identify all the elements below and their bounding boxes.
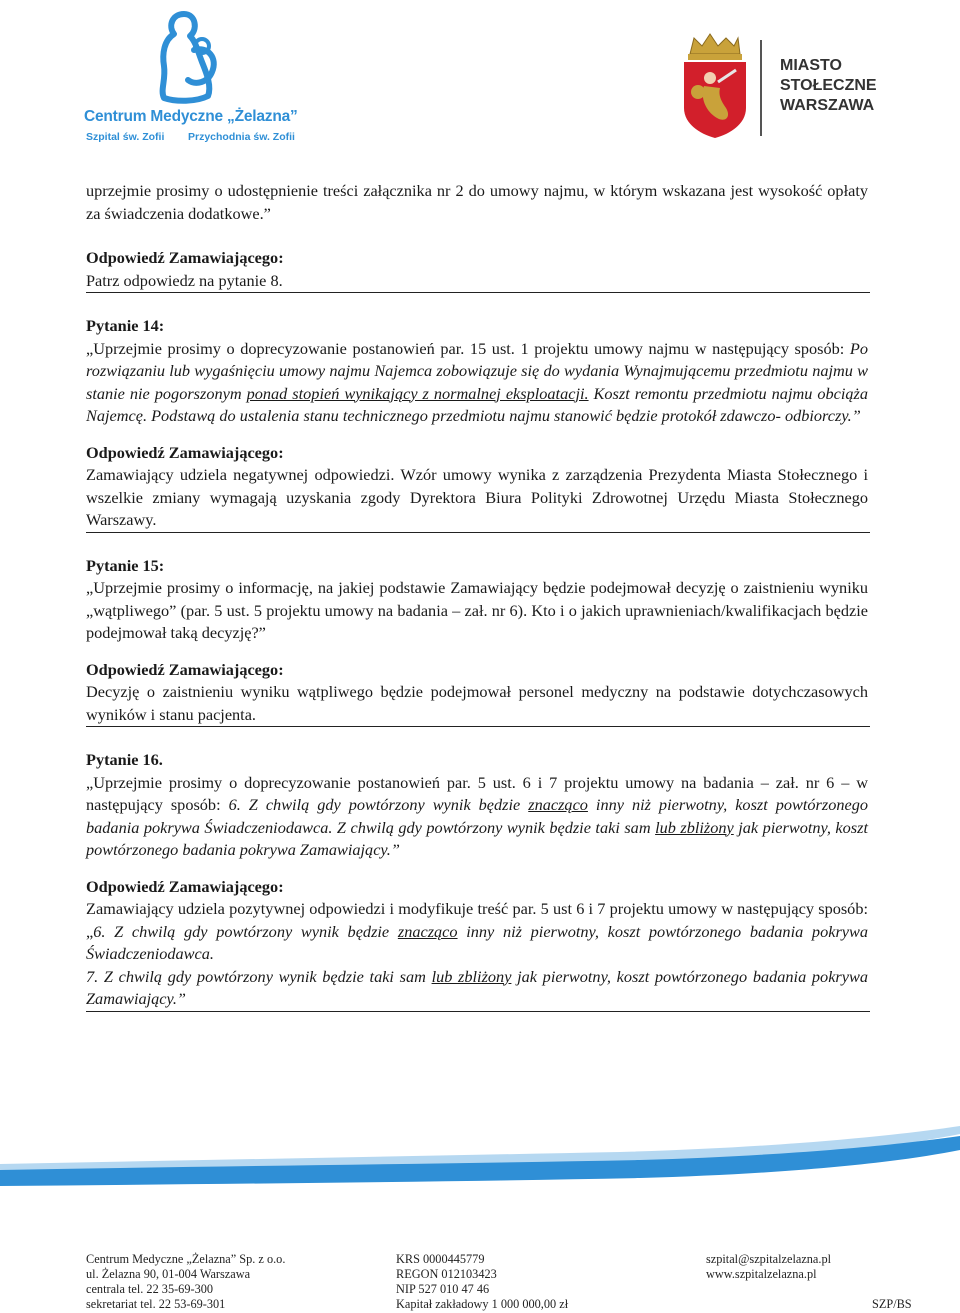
city-name bbox=[780, 56, 877, 116]
a16-underlined-1: znacząco bbox=[397, 921, 458, 941]
city-line-1: MIASTO bbox=[780, 57, 842, 74]
answer-16-point-7 bbox=[86, 966, 868, 1011]
question-16-text bbox=[86, 772, 868, 862]
document-code: SZP/BS bbox=[872, 1297, 912, 1311]
a16-italic-2: inny niż pierwotny, koszt powtórzonego badania pokrywa Świadczeniodawca. bbox=[86, 921, 869, 963]
centrum-medyczne-logo bbox=[84, 6, 304, 141]
city-line-3: WARSZAWA bbox=[780, 97, 875, 114]
city-line-2: STOŁECZNE bbox=[780, 77, 877, 94]
q16-italic-1: 6. Z chwilą gdy powtórzony wynik będzie bbox=[228, 795, 529, 814]
q16-italic-3: jak pierwotny, koszt powtórzonego badania pokrywa Zamawiający.” bbox=[86, 817, 868, 859]
question-14-text bbox=[86, 338, 868, 428]
logo-name: Centrum Medyczne „Żelazna” bbox=[84, 108, 298, 125]
answer-15-text: Decyzję o zaistnieniu wyniku wątpliwego będzie podejmował personel medyczny na podstawie dotychczasowych wyników i stanu pacjenta. bbox=[86, 682, 868, 724]
footer-website-link[interactable]: www.szpitalzelazna.pl bbox=[706, 1267, 817, 1281]
question-16-heading: Pytanie 16. bbox=[86, 750, 163, 769]
footer-phone-line: centrala tel. 22 35-69-300 bbox=[86, 1282, 214, 1296]
answer-13-heading: Odpowiedź Zamawiającego: bbox=[86, 248, 284, 267]
answer-13-text: Patrz odpowiedz na pytanie 8. bbox=[86, 270, 283, 290]
warsaw-city-logo bbox=[680, 32, 880, 142]
intro-paragraph: uprzejmie prosimy o udostępnienie treści załącznika nr 2 do umowy najmu, w którym wskazana jest wysokość opłaty za świadczenia dodatkowe.” bbox=[86, 181, 868, 223]
question-15-heading: Pytanie 15: bbox=[86, 555, 165, 575]
q14-italic-1: Po rozwiązaniu lub wygaśnięciu umowy najmu Najemca zobowiązuje się do wydania Wynajmującemu przedmiotu najmu w stanie nie pogorszonym bbox=[86, 338, 868, 403]
answer-14-text: Zamawiający udziela negatywnej odpowiedzi. Wzór umowy wynika z zarządzenia Prezydenta Miasta Stołecznego i wszelkie zmiany wymagają uzyskania zgody Dyrektora Biura Polityki Zdrowotnej Urzędu Miasta Stołecznego Warszawy. bbox=[86, 465, 868, 529]
logo-subtitle-szpital: Szpital św. Zofii bbox=[86, 131, 165, 143]
footer-secretariat-line: sekretariat tel. 22 53-69-301 bbox=[86, 1297, 226, 1311]
footer-company-info bbox=[86, 1252, 285, 1312]
footer-capital: Kapitał zakładowy 1 000 000,00 zł bbox=[396, 1297, 569, 1311]
q16-italic-2: inny niż pierwotny, koszt powtórzonego badania pokrywa Świadczeniodawca. Z chwilą gdy powtórzony wynik będzie taki sam bbox=[86, 795, 869, 837]
footer-company-line: Centrum Medyczne „Żelazna” Sp. z o.o. bbox=[86, 1252, 286, 1266]
question-14-heading: Pytanie 14: bbox=[86, 316, 165, 335]
footer-registry-info bbox=[396, 1252, 568, 1312]
q16-underlined-2: lub zbliżony bbox=[655, 817, 734, 837]
answer-14-heading: Odpowiedź Zamawiającego: bbox=[86, 442, 284, 462]
footer-nip: NIP 527 010 47 46 bbox=[396, 1282, 490, 1296]
a16-italic-1: 6. Z chwilą gdy powtórzony wynik będzie bbox=[93, 921, 398, 941]
a16-plain: Zamawiający udziela pozytywnej odpowiedzi i modyfikuje treść par. 5 ust 6 i 7 projektu umowy w następujący sposób: „ bbox=[86, 899, 868, 941]
logo-subtitle-przychodnia: Przychodnia św. Zofii bbox=[188, 131, 295, 143]
section-rule bbox=[86, 1011, 870, 1012]
answer-16-heading: Odpowiedź Zamawiającego: bbox=[86, 876, 284, 896]
q16-plain: „Uprzejmie prosimy o doprecyzowanie postanowień par. 5 ust. 6 i 7 projektu umowy na badania – zał. nr 6 – w następujący sposób: bbox=[86, 772, 868, 814]
mother-child-logo-icon bbox=[84, 6, 304, 106]
warsaw-crest-icon bbox=[680, 32, 750, 140]
answer-16-text bbox=[86, 898, 868, 966]
footer-contact-info bbox=[706, 1252, 831, 1282]
q16-underlined-1: znacząco bbox=[528, 795, 588, 814]
letterhead bbox=[0, 0, 960, 150]
footer-address-line: ul. Żelazna 90, 01-004 Warszawa bbox=[86, 1267, 251, 1281]
footer-regon: REGON 012103423 bbox=[396, 1267, 497, 1281]
q14-underlined: ponad stopień wynikający z normalnej eksploatacji. bbox=[246, 383, 589, 403]
a16-p7-italic-1: 7. Z chwilą gdy powtórzony wynik będzie taki sam bbox=[86, 966, 432, 986]
logo-divider bbox=[760, 40, 762, 136]
q14-plain: „Uprzejmie prosimy o doprecyzowanie postanowień par. 15 ust. 1 projektu umowy najmu w następujący sposób: bbox=[86, 338, 850, 358]
answer-15-heading: Odpowiedź Zamawiającego: bbox=[86, 659, 284, 679]
question-15-text: „Uprzejmie prosimy o informację, na jakiej podstawie Zamawiający będzie podejmował decyzję o zaistnieniu wyniku „wątpliwego” (par. 5 ust. 5 projektu umowy na badania – zał. nr 6). Kto i o jakich uprawnieniach/kwalifikacjach będzie podejmował taką decyzję?” bbox=[86, 578, 868, 642]
a16-p7-underlined: lub zbliżony bbox=[431, 966, 512, 986]
a16-p7-italic-2: jak pierwotny, koszt powtórzonego badania pokrywa Zamawiający.” bbox=[86, 966, 868, 1008]
q14-italic-2: Koszt remontu przedmiotu najmu obciąża Najemcę. Podstawą do ustalenia stanu technicznego przedmiotu najmu stanowić będzie protokół zdawczo- odbiorczy.” bbox=[86, 383, 869, 425]
footer-krs: KRS 0000445779 bbox=[396, 1252, 485, 1266]
document-body bbox=[86, 180, 868, 1012]
footer-email-link[interactable]: szpital@szpitalzelazna.pl bbox=[706, 1252, 832, 1266]
footer-wave-band bbox=[0, 1120, 960, 1210]
